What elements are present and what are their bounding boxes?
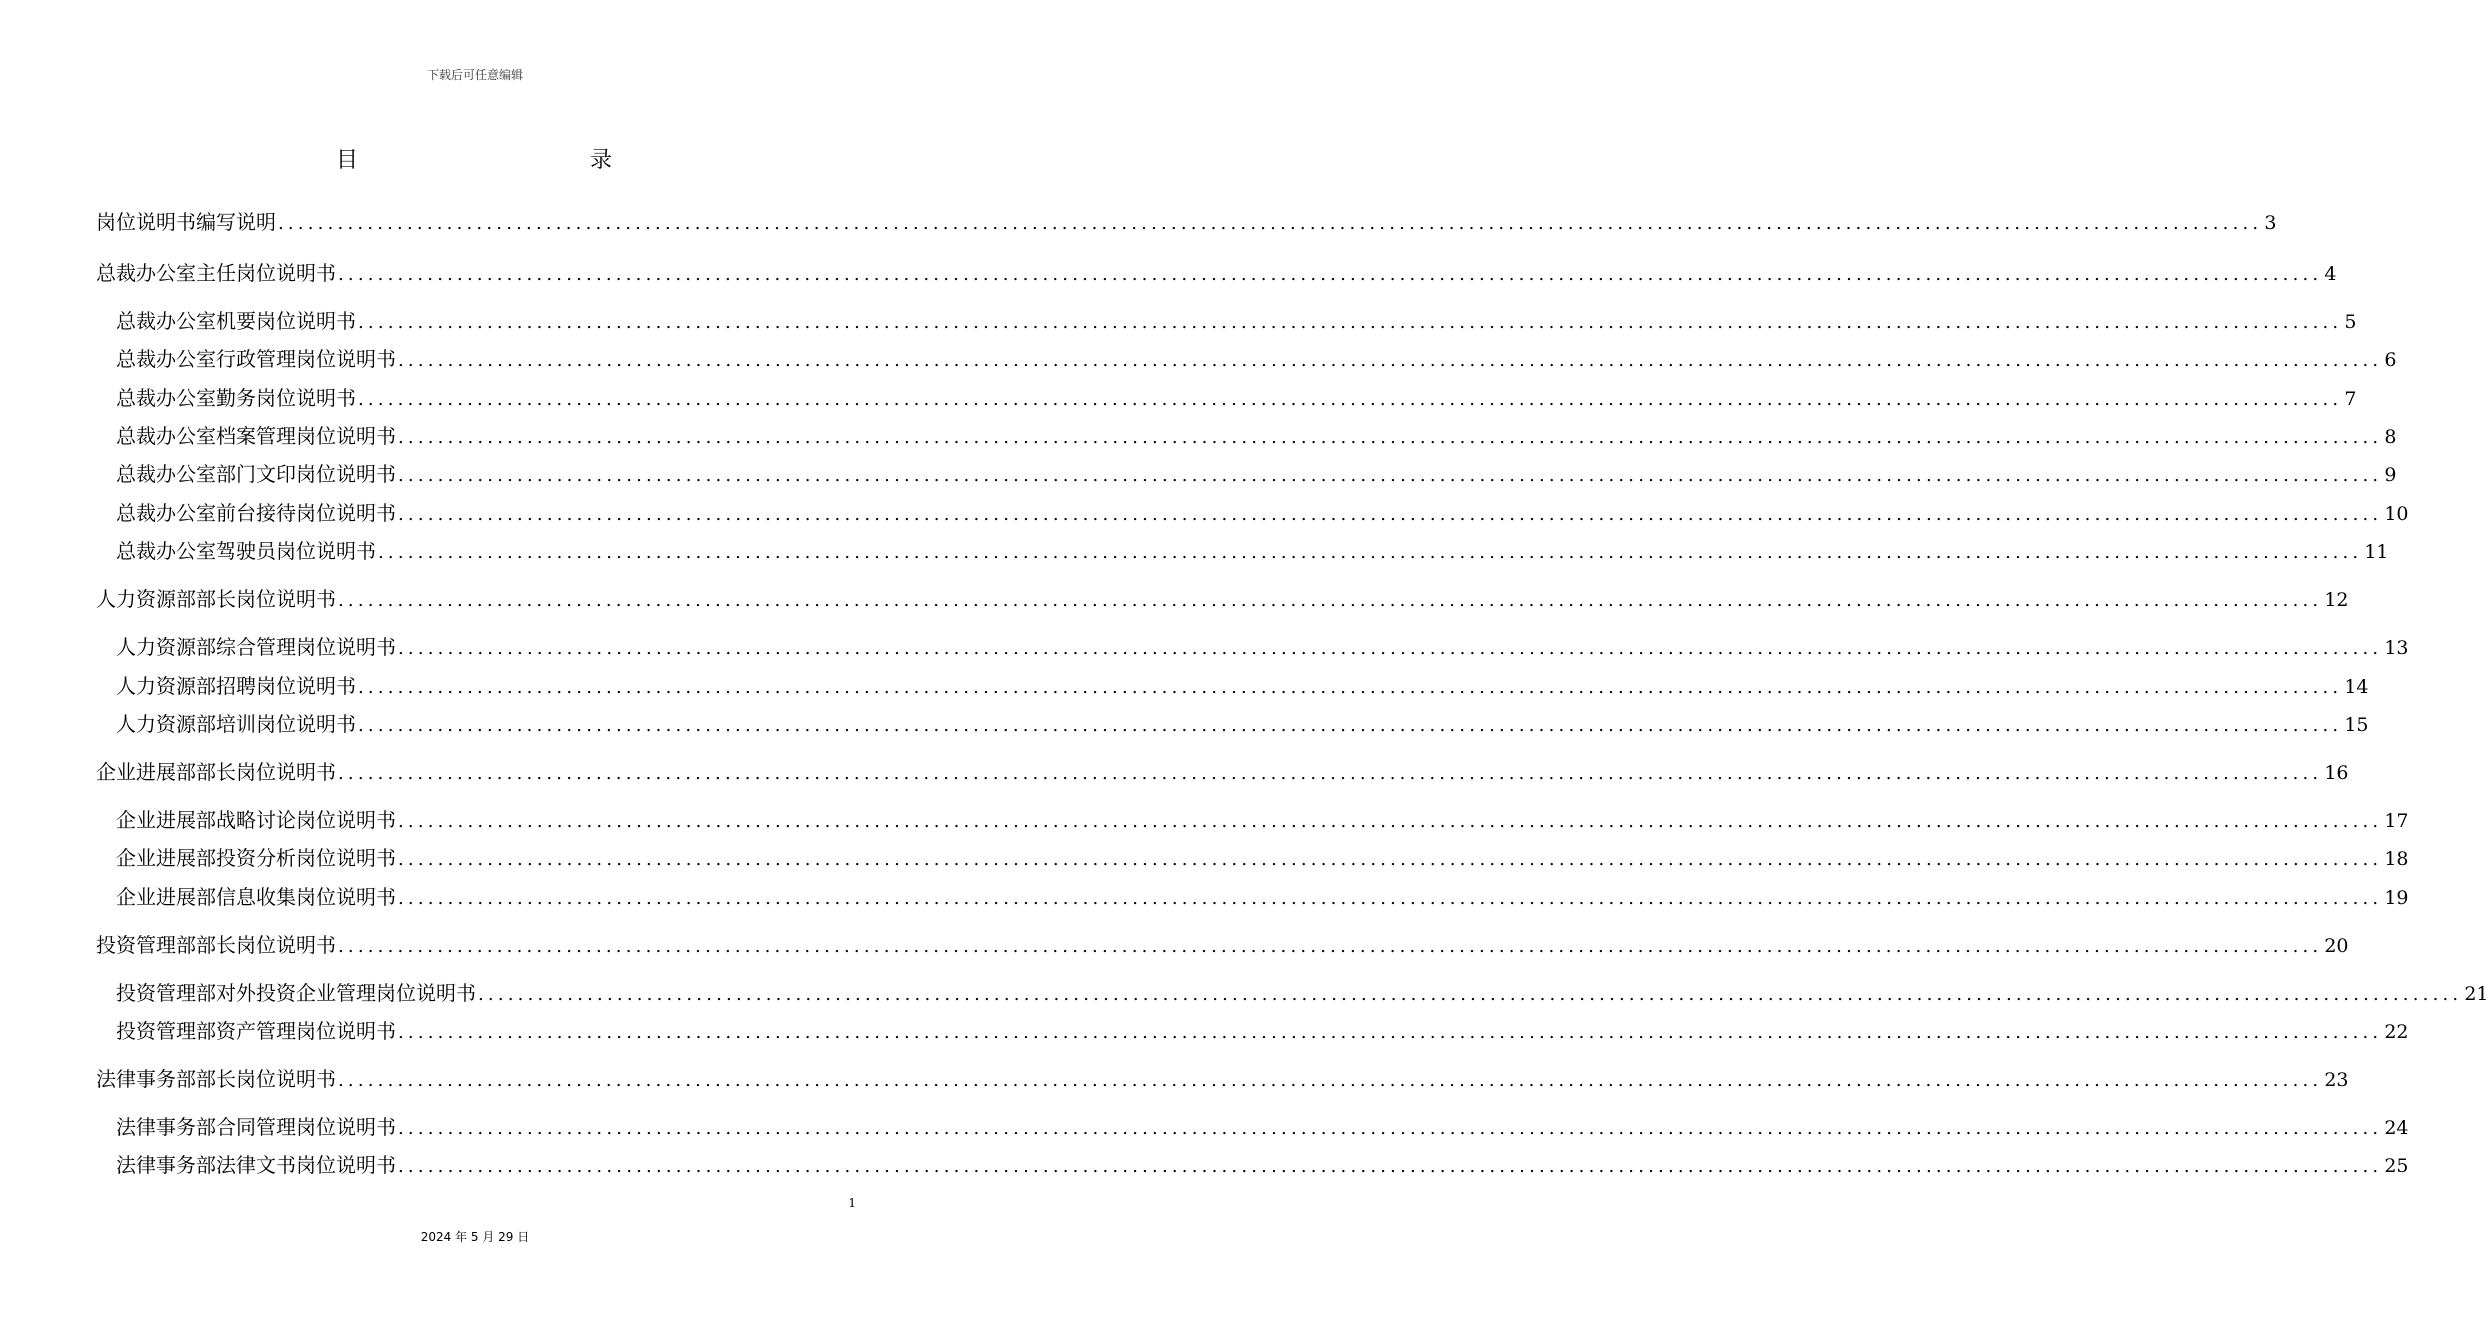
toc-dot-leader: ........................................................................................................................................................................................................ (358, 312, 2343, 333)
toc-dot-leader: ........................................................................................................................................................................................................ (398, 638, 2383, 659)
toc-title-part-2: 录 (590, 148, 613, 173)
toc-entry-label: 投资管理部资产管理岗位说明书 (116, 1019, 396, 1043)
toc-dot-leader: ........................................................................................................................................................................................................ (338, 590, 2323, 611)
toc-entry[interactable] (116, 307, 2357, 335)
toc-dot-leader: ........................................................................................................................................................................................................ (398, 1156, 2383, 1177)
toc-entry[interactable] (116, 1017, 2409, 1045)
toc-entry-page-number: 21 (2464, 983, 2489, 1005)
toc-entry[interactable] (96, 1065, 2349, 1093)
toc-dot-leader: ........................................................................................................................................................................................................ (398, 849, 2383, 870)
toc-entry-page-number: 20 (2324, 935, 2349, 957)
toc-entry-page-number: 11 (2364, 541, 2389, 563)
toc-entry-page-number: 23 (2324, 1069, 2349, 1091)
toc-entry[interactable] (116, 844, 2409, 872)
toc-dot-leader: ........................................................................................................................................................................................................ (398, 465, 2383, 486)
toc-entry[interactable] (96, 758, 2349, 786)
toc-entry-page-number: 12 (2324, 589, 2349, 611)
toc-dot-leader: ........................................................................................................................................................................................................ (398, 811, 2383, 832)
toc-entry-label: 人力资源部招聘岗位说明书 (116, 674, 356, 698)
toc-entry-label: 法律事务部合同管理岗位说明书 (116, 1115, 396, 1139)
toc-entry[interactable] (96, 585, 2349, 613)
toc-entry-page-number: 7 (2344, 388, 2357, 410)
toc-entry[interactable] (116, 499, 2409, 527)
toc-entry-page-number: 17 (2384, 810, 2409, 832)
toc-entry[interactable] (116, 710, 2369, 738)
toc-dot-leader: ........................................................................................................................................................................................................ (398, 1118, 2383, 1139)
toc-dot-leader: ........................................................................................................................................................................................................ (338, 1070, 2323, 1091)
toc-entry-page-number: 9 (2384, 464, 2397, 486)
toc-entry-label: 企业进展部信息收集岗位说明书 (116, 885, 396, 909)
toc-entry[interactable] (116, 345, 2397, 373)
toc-dot-leader: ........................................................................................................................................................................................................ (338, 936, 2323, 957)
page-header: 下载后可任意编辑 (426, 68, 523, 82)
toc-entry-label: 企业进展部战略讨论岗位说明书 (116, 808, 396, 832)
toc-entry-page-number: 8 (2384, 426, 2397, 448)
toc-dot-leader: ........................................................................................................................................................................................................ (478, 984, 2463, 1005)
toc-entry-page-number: 16 (2324, 762, 2349, 784)
toc-entry-label: 人力资源部综合管理岗位说明书 (116, 635, 396, 659)
toc-dot-leader: ........................................................................................................................................................................................................ (398, 427, 2383, 448)
page-number: 1 (848, 1196, 856, 1210)
toc-entry-label: 总裁办公室机要岗位说明书 (116, 309, 356, 333)
toc-entry-page-number: 25 (2384, 1155, 2409, 1177)
toc-entry[interactable] (116, 460, 2397, 488)
toc-dot-leader: ........................................................................................................................................................................................................ (278, 213, 2263, 234)
toc-entry[interactable] (96, 931, 2349, 959)
toc-dot-leader: ........................................................................................................................................................................................................ (398, 504, 2383, 525)
toc-entry-page-number: 18 (2384, 848, 2409, 870)
toc-entry[interactable] (116, 979, 2489, 1007)
toc-dot-leader: ........................................................................................................................................................................................................ (398, 350, 2383, 371)
toc-entry-label: 总裁办公室驾驶员岗位说明书 (116, 539, 376, 563)
toc-entry[interactable] (116, 883, 2409, 911)
toc-entry-page-number: 4 (2324, 263, 2337, 285)
toc-dot-leader: ........................................................................................................................................................................................................ (378, 542, 2363, 563)
toc-entry-page-number: 10 (2384, 503, 2409, 525)
toc-title (0, 143, 950, 175)
toc-entry-page-number: 19 (2384, 887, 2409, 909)
toc-entry-label: 法律事务部法律文书岗位说明书 (116, 1153, 396, 1177)
toc-entry[interactable] (116, 537, 2389, 565)
toc-entry-page-number: 15 (2344, 714, 2369, 736)
toc-entry-label: 总裁办公室档案管理岗位说明书 (116, 424, 396, 448)
toc-entry-label: 总裁办公室主任岗位说明书 (96, 261, 336, 285)
toc-entry-page-number: 13 (2384, 637, 2409, 659)
toc-entry[interactable] (116, 806, 2409, 834)
toc-entry-label: 人力资源部培训岗位说明书 (116, 712, 356, 736)
toc-entry-label: 总裁办公室勤务岗位说明书 (116, 386, 356, 410)
toc-entry[interactable] (116, 422, 2397, 450)
toc-entry[interactable] (116, 1151, 2409, 1179)
toc-entry[interactable] (116, 633, 2409, 661)
toc-entry-page-number: 6 (2384, 349, 2397, 371)
toc-dot-leader: ........................................................................................................................................................................................................ (338, 264, 2323, 285)
toc-dot-leader: ........................................................................................................................................................................................................ (398, 888, 2383, 909)
toc-entry[interactable] (96, 259, 2337, 287)
toc-title-part-1: 目 (336, 148, 359, 173)
toc-entry-label: 总裁办公室前台接待岗位说明书 (116, 501, 396, 525)
toc-entry-page-number: 3 (2264, 212, 2277, 234)
page-footer-date: 2024 年 5 月 29 日 (420, 1230, 530, 1244)
toc-dot-leader: ........................................................................................................................................................................................................ (398, 1022, 2383, 1043)
toc-entry[interactable] (116, 384, 2357, 412)
toc-dot-leader: ........................................................................................................................................................................................................ (358, 715, 2343, 736)
toc-entry-label: 法律事务部部长岗位说明书 (96, 1067, 336, 1091)
toc-entry-page-number: 14 (2344, 676, 2369, 698)
toc-entry-page-number: 5 (2344, 311, 2357, 333)
toc-entry-label: 岗位说明书编写说明 (96, 210, 276, 234)
toc-entry[interactable] (116, 1113, 2409, 1141)
toc-entry-label: 投资管理部部长岗位说明书 (96, 933, 336, 957)
toc-dot-leader: ........................................................................................................................................................................................................ (338, 763, 2323, 784)
toc-entry[interactable] (116, 672, 2369, 700)
toc-entry-label: 投资管理部对外投资企业管理岗位说明书 (116, 981, 476, 1005)
toc-entry[interactable] (96, 208, 2277, 236)
toc-entry-label: 企业进展部部长岗位说明书 (96, 760, 336, 784)
toc-entry-page-number: 22 (2384, 1021, 2409, 1043)
toc-entry-label: 总裁办公室行政管理岗位说明书 (116, 347, 396, 371)
toc-entry-label: 总裁办公室部门文印岗位说明书 (116, 462, 396, 486)
toc-dot-leader: ........................................................................................................................................................................................................ (358, 677, 2343, 698)
toc-dot-leader: ........................................................................................................................................................................................................ (358, 389, 2343, 410)
toc-entry-label: 人力资源部部长岗位说明书 (96, 587, 336, 611)
toc-entry-page-number: 24 (2384, 1117, 2409, 1139)
toc-entry-label: 企业进展部投资分析岗位说明书 (116, 846, 396, 870)
